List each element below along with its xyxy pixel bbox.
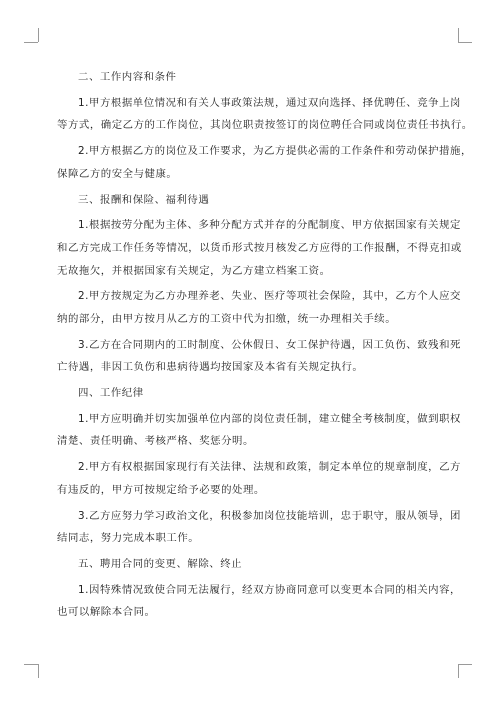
- paragraph-line: 2.甲方按规定为乙方办理养老、失业、医疗等项社会保险，其中，乙方个人应交: [78, 290, 461, 303]
- paragraph: [78, 189, 438, 212]
- paragraph: [57, 285, 461, 330]
- paragraph-line: 1.根据按劳分配为主体、多种分配方式并存的分配制度、甲方依据国家有关规定: [78, 219, 461, 232]
- paragraph-line: 三、报酬和保险、福利待遇: [78, 193, 210, 206]
- paragraph: [57, 456, 461, 501]
- paragraph-line: 保障乙方的安全与健康。: [57, 167, 178, 180]
- paragraph-line: 无故拖欠，并根据国家有关规定，为乙方建立档案工资。: [57, 264, 331, 277]
- paragraph-line: 亡待遇，非因工负伤和患病待遇均按国家及本省有关规定执行。: [57, 361, 364, 374]
- paragraph: [57, 505, 461, 550]
- paragraph-line: 纳的部分，由甲方按月从乙方的工资中代为扣缴，统一办理相关手续。: [57, 312, 397, 325]
- paragraph-line: 1.因特殊情况致使合同无法履行，经双方协商同意可以变更本合同的相关内容，: [78, 583, 461, 596]
- paragraph-line: 也可以解除本合同。: [57, 606, 156, 619]
- paragraph: [57, 92, 473, 137]
- paragraph: [78, 382, 438, 405]
- paragraph: [57, 140, 472, 185]
- paragraph-line: 四、工作纪律: [78, 387, 144, 400]
- paragraph-line: 二、工作内容和条件: [78, 71, 177, 83]
- paragraph-line: 五、聘用合同的变更、解除、终止: [78, 557, 243, 570]
- paragraph: [78, 553, 438, 576]
- paragraph-line: 1.甲方应明确并切实加强单位内部的岗位责任制，建立健全考核制度，做到职权: [78, 412, 461, 425]
- paragraph-line: 2.甲方根据乙方的岗位及工作要求，为乙方提供必需的工作条件和劳动保护措施，: [78, 145, 472, 158]
- paragraph-line: 结同志，努力完成本职工作。: [57, 532, 200, 545]
- paragraph: [57, 334, 461, 379]
- paragraph-line: 3.乙方应努力学习政治文化，积极参加岗位技能培训，忠于职守，服从领导，团: [78, 509, 461, 522]
- document-body: [57, 66, 473, 624]
- paragraph-line: 等方式，确定乙方的工作岗位，其岗位职责按签订的岗位聘任合同或岗位责任书执行。: [57, 119, 473, 132]
- paragraph: [57, 214, 462, 282]
- paragraph: [57, 408, 461, 453]
- paragraph-line: 和乙方完成工作任务等情况，以货币形式按月核发乙方应得的工作报酬，不得克扣或: [57, 241, 462, 254]
- paragraph: [57, 579, 461, 624]
- paragraph-line: 清楚、责任明确、考核严格、奖惩分明。: [57, 435, 254, 448]
- paragraph-line: 3.乙方在合同期内的工时制度、公休假日、女工保护待遇，因工负伤、致残和死: [78, 338, 461, 351]
- paragraph-line: 有违反的，甲方可按规定给予必要的处理。: [57, 483, 265, 496]
- paragraph: [78, 66, 438, 89]
- paragraph-line: 2.甲方有权根据国家现行有关法律、法规和政策，制定本单位的规章制度，乙方: [78, 461, 461, 474]
- paragraph-line: 1.甲方根据单位情况和有关人事政策法规，通过双向选择、择优聘任、竞争上岗: [78, 96, 461, 109]
